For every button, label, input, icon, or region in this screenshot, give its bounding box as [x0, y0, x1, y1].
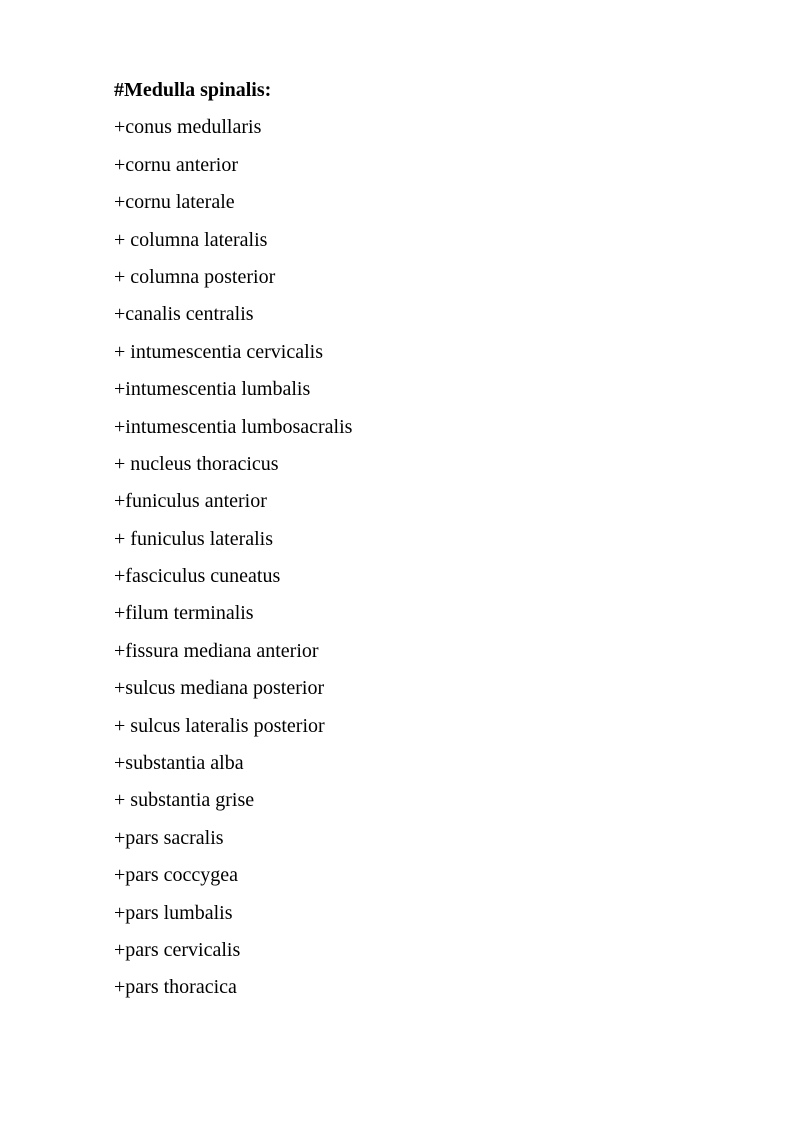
term-item: +substantia alba [114, 752, 244, 775]
term-item: +cornu anterior [114, 153, 239, 176]
term-item: +pars cervicalis [114, 938, 241, 961]
term-item: +fasciculus cuneatus [114, 565, 281, 588]
document-heading: #Medulla spinalis: [114, 79, 272, 101]
term-item: + funiculus lateralis [114, 527, 274, 550]
term-item: +sulcus mediana posterior [114, 677, 325, 700]
term-item: +filum terminalis [114, 602, 254, 625]
term-item: +fissura mediana anterior [114, 639, 319, 662]
term-item: + nucleus thoracicus [114, 452, 279, 475]
term-list [114, 113, 714, 1001]
document-body [114, 76, 714, 1011]
term-item: +pars sacralis [114, 826, 224, 849]
term-item: +pars lumbalis [114, 901, 233, 924]
term-item: + sulcus lateralis posterior [114, 714, 325, 737]
term-item: +canalis centralis [114, 303, 254, 326]
term-item: +pars coccygea [114, 864, 238, 887]
term-item: + columna lateralis [114, 228, 268, 251]
term-item: +cornu laterale [114, 191, 235, 214]
term-item: +intumescentia lumbalis [114, 378, 311, 401]
term-item: +pars thoracica [114, 976, 237, 999]
term-item: +conus medullaris [114, 116, 262, 139]
term-item: + substantia grise [114, 789, 255, 812]
term-item: + columna posterior [114, 265, 276, 288]
term-item: +intumescentia lumbosacralis [114, 415, 353, 438]
term-item: +funiculus anterior [114, 490, 267, 513]
term-item: + intumescentia cervicalis [114, 340, 323, 363]
